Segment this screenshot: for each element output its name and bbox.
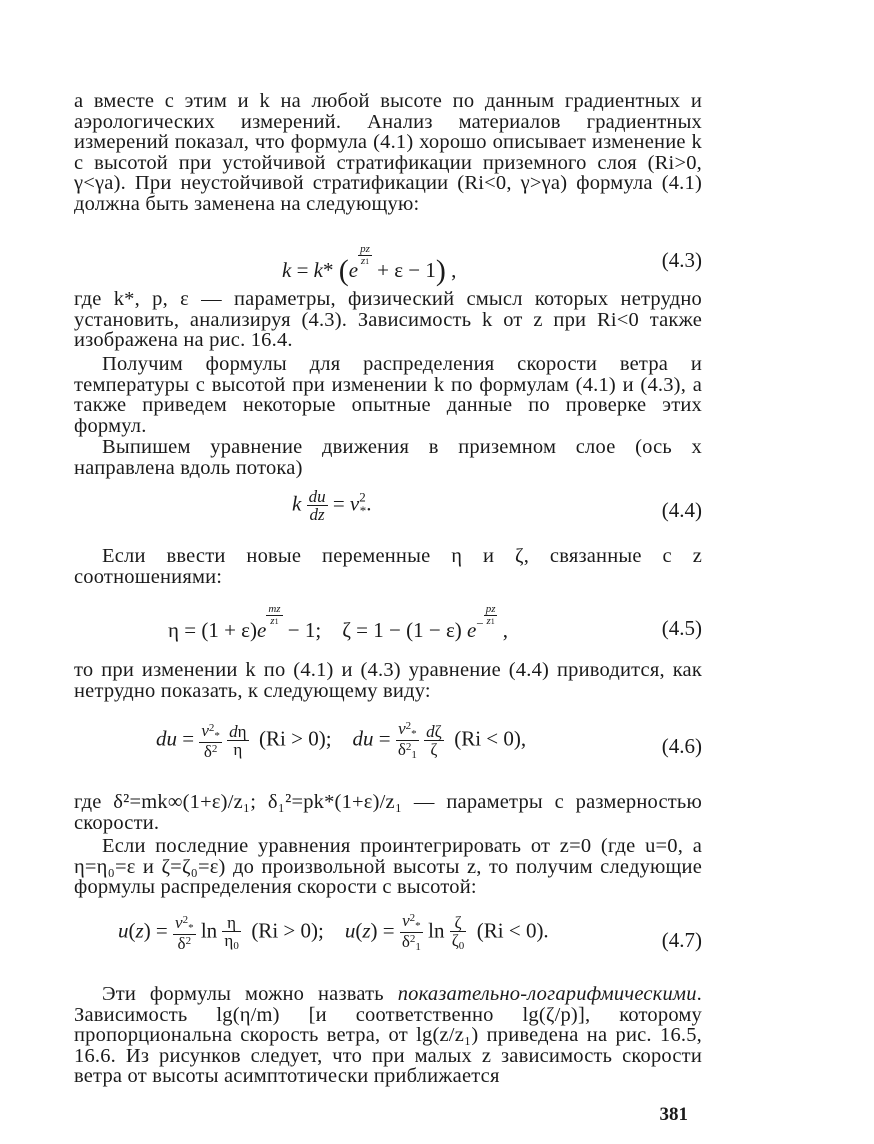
paragraph-9 xyxy=(74,984,702,1087)
paragraph-6 xyxy=(74,660,702,701)
condition-ri-positive: (Ri > 0); xyxy=(259,726,332,751)
equation-4-7: u(z) = $\frac{v^2*}{\delta^2}$ ln $\frac{\eta}{\eta 0}$ (Ri > 0); u(z) = $\frac{v^2*}{\delta^21}$ ln $\frac{\zeta}{\zeta 0}$ (Ri < 0). (4.7) xyxy=(118,911,702,953)
equation-4-5: η = (1 + ε)e $^{\frac{mz}{z1}}$ − 1; ζ = 1 − (1 − ε) $e^{- \frac{pz}{z1}}$ , (4.5) xyxy=(168,603,702,642)
paragraph-text: Если ввести новые переменные η и ζ, связанные с z соотношениями: xyxy=(74,545,702,588)
condition-ri-positive: (Ri > 0); xyxy=(251,918,324,943)
equation-number: (4.5) xyxy=(661,616,702,640)
equation-4-3: k = k* (e $^{\frac{pz}{z1}}$ + ε − 1) , (4.3) xyxy=(282,243,702,287)
equation-number: (4.6) xyxy=(661,734,702,758)
paragraph-text: Выпишем уравнение движения в приземном слое (ось x направлена вдоль потока) xyxy=(74,436,702,479)
equation-number: (4.4) xyxy=(661,498,702,522)
equation-number: (4.3) xyxy=(661,248,702,272)
paragraph-3 xyxy=(74,354,702,436)
equation-4-4: k $\frac{du}{dz}$ = $v^2_*$. (4.4) xyxy=(292,487,702,524)
paragraph-5 xyxy=(74,546,702,587)
paragraph-text: Если последние уравнения проинтегрировать от z=0 (где u=0, а η=η₀=ε и ζ=ζ₀=ε) до произвольной высоты z, то получим следующие формулы распределения скорости с высотой: xyxy=(74,835,702,899)
paragraph-2 xyxy=(74,289,702,351)
paragraph-text: где δ²=mk∞(1+ε)/z₁; δ₁²=pk*(1+ε)/z₁ — параметры с размерностью скорости. xyxy=(74,791,702,834)
paragraph-text: Получим формулы для распределения скорости ветра и температуры с высотой при изменении k по формулам (4.1) и (4.3), а также приведем некоторые опытные данные по проверке этих формул. xyxy=(74,353,702,437)
paragraph-text: где k*, p, ε — параметры, физический смысл которых нетрудно установить, анализируя (4.3). Зависимость k от z при Ri<0 также изображена на рис. 16.4. xyxy=(74,288,702,352)
paragraph-text: Эти формулы можно назвать показательно-логарифмическими. Зависимость lg(η/m) [и соответственно lg(ζ/p)], которому пропорциональна скорость ветра, от lg(z/z₁) приведена на рис. 16.5, 16.6. Из рисунков следует, что при малых z зависимость скорости ветра от высоты асимптотически приближается xyxy=(74,983,702,1088)
paragraph-8 xyxy=(74,836,702,898)
condition-ri-negative: (Ri < 0), xyxy=(454,726,527,751)
paragraph-text: то при изменении k по (4.1) и (4.3) уравнение (4.4) приводится, как нетрудно показать, к следующему виду: xyxy=(74,659,702,702)
paragraph-1 xyxy=(74,91,702,215)
paragraph-text: а вместе с этим и k на любой высоте по данным градиентных и аэрологических измерений. Анализ материалов градиентных измерений показал, что формула (4.1) хорошо описывает изменение k с высотой при устойчивой стратификации приземного слоя (Ri>0, γ<γa). При неустойчивой стратификации (Ri<0, γ>γa) формула (4.1) должна быть заменена на следующую: xyxy=(74,90,702,215)
condition-ri-negative: (Ri < 0). xyxy=(476,918,549,943)
equation-4-6: du = $\frac{v^2*}{\delta^2}$ $\frac{d\eta}{\eta}$ (Ri > 0); du = $\frac{v^2*}{\delta^21}$ $\frac{d\zeta}{\zeta}$ (Ri < 0), (4.6) xyxy=(156,719,702,761)
equation-number: (4.7) xyxy=(661,928,702,952)
page-number: 381 xyxy=(659,1104,688,1125)
paragraph-4 xyxy=(74,437,702,478)
italic-term: показательно-логарифмическими xyxy=(397,983,697,1005)
paragraph-7 xyxy=(74,792,702,833)
